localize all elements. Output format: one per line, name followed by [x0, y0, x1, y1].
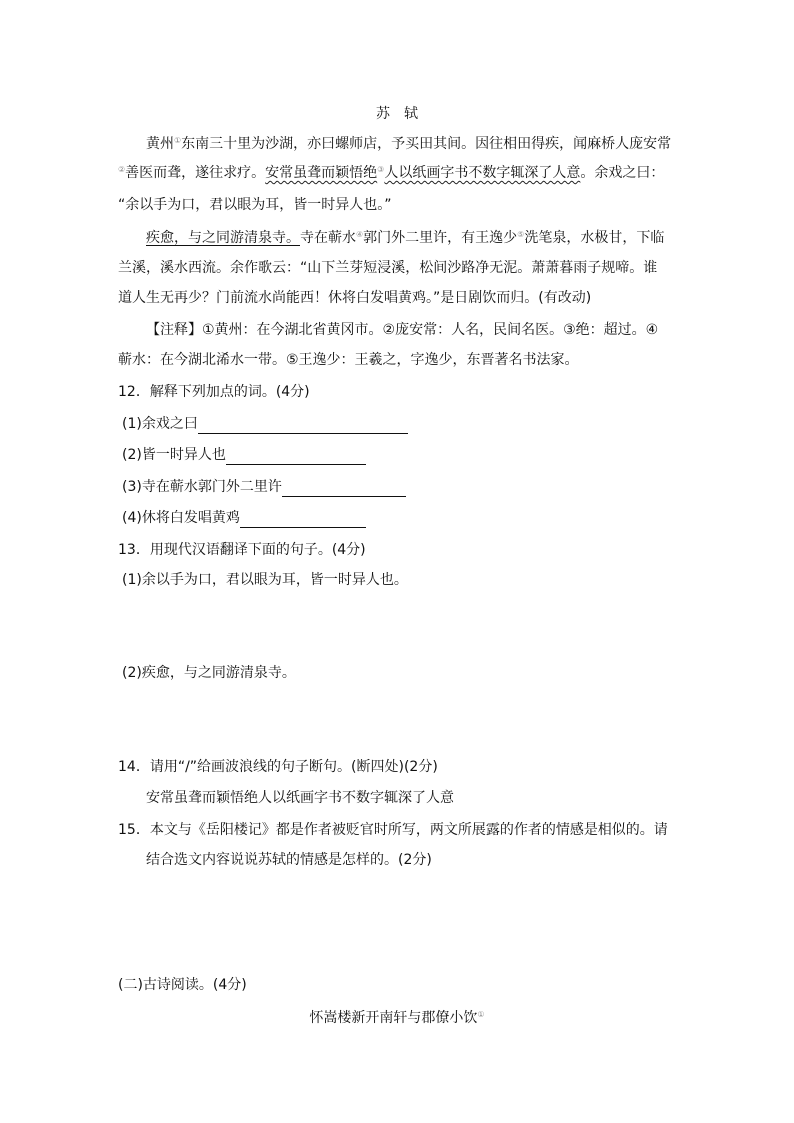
- text: 。余戏之曰：: [580, 165, 665, 181]
- q12-item-1: [122, 414, 408, 434]
- poem-title-text: 怀嵩楼新开南轩与郡僚小饮: [309, 1010, 478, 1026]
- passage-p2-line1: [146, 228, 664, 248]
- question-item-text: (4)休将白发唱黄鸡: [122, 510, 240, 526]
- section2-heading: (二)古诗阅读。(4分): [118, 977, 247, 993]
- text: 洗笔泉，水极甘，下临: [524, 230, 665, 246]
- q12-item-2: [122, 445, 366, 465]
- q13-stem: 13．用现代汉语翻译下面的句子。(4分): [118, 542, 366, 558]
- footnote-marker: ②: [118, 165, 126, 174]
- notes-line1: 【注释】①黄州：在今湖北省黄冈市。②庞安常：人名，民间名医。③绝：超过。④: [146, 322, 659, 338]
- passage-p1-line1: [146, 134, 671, 154]
- q12-item-4: [122, 508, 366, 528]
- text: 东南三十里为沙湖，亦曰螺师店，予买田其间。因往相田得疾，闻麻桥人庞安常: [181, 136, 672, 152]
- q15-line1: 15．本文与《岳阳楼记》都是作者被贬官时所写，两文所展露的作者的情感是相似的。请: [118, 822, 668, 838]
- underlined-sentence: 疾愈，与之同游清泉寺。: [146, 230, 300, 246]
- answer-blank[interactable]: [198, 418, 408, 434]
- text: 郭门外二里许，有王逸少: [363, 230, 518, 246]
- answer-blank[interactable]: [226, 449, 366, 465]
- question-item-text: (2)皆一时异人也: [122, 447, 226, 463]
- passage-p2-line3: 道人生无再少？门前流水尚能西！休将白发唱黄鸡。”是日剧饮而归。(有改动): [118, 290, 592, 306]
- passage-p2-line2: 兰溪，溪水西流。余作歌云：“山下兰芽短浸溪，松间沙路净无泥。萧萧暮雨子规啼。谁: [118, 260, 658, 276]
- passage-p1-line3: “余以手为口，君以眼为耳，皆一时异人也。”: [118, 197, 392, 213]
- wavy-underlined-sentence: 安常虽聋而颖悟绝: [265, 165, 378, 181]
- answer-blank[interactable]: [282, 481, 406, 497]
- question-item-text: (3)寺在蕲水郭门外二里许: [122, 479, 282, 495]
- passage-title: 苏 轼: [376, 106, 418, 122]
- text: 黄州: [146, 136, 174, 152]
- question-item-text: (1)余戏之曰: [122, 416, 198, 432]
- text: 寺在蕲水: [300, 230, 356, 246]
- q13-item-2: (2)疾愈，与之同游清泉寺。: [122, 665, 296, 681]
- footnote-marker: ⑤: [517, 230, 525, 239]
- footnote-marker: ④: [356, 230, 364, 239]
- passage-p1-line2: [118, 163, 664, 183]
- footnote-marker: ①: [477, 1010, 485, 1019]
- footnote-marker: ①: [174, 136, 182, 145]
- q12-item-3: [122, 477, 406, 497]
- footnote-marker: ③: [377, 165, 385, 174]
- q15-line2: 结合选文内容说说苏轼的情感是怎样的。(2分): [146, 852, 432, 868]
- poem-title: [0, 1008, 794, 1028]
- q14-sentence: 安常虽聋而颖悟绝人以纸画字书不数字辄深了人意: [146, 790, 454, 806]
- q13-item-1: (1)余以手为口，君以眼为耳，皆一时异人也。: [122, 572, 408, 588]
- text: 善医而聋，遂往求疗。: [125, 165, 266, 181]
- notes-line2: 蕲水：在今湖北浠水一带。⑤王逸少：王羲之，字逸少，东晋著名书法家。: [118, 352, 579, 368]
- q14-stem: 14．请用“/”给画波浪线的句子断句。(断四处)(2分): [118, 759, 438, 775]
- wavy-underlined-sentence: 人以纸画字书不数字辄深了人意: [384, 165, 581, 181]
- answer-blank[interactable]: [240, 512, 366, 528]
- q12-stem: 12．解释下列加点的词。(4分): [118, 384, 310, 400]
